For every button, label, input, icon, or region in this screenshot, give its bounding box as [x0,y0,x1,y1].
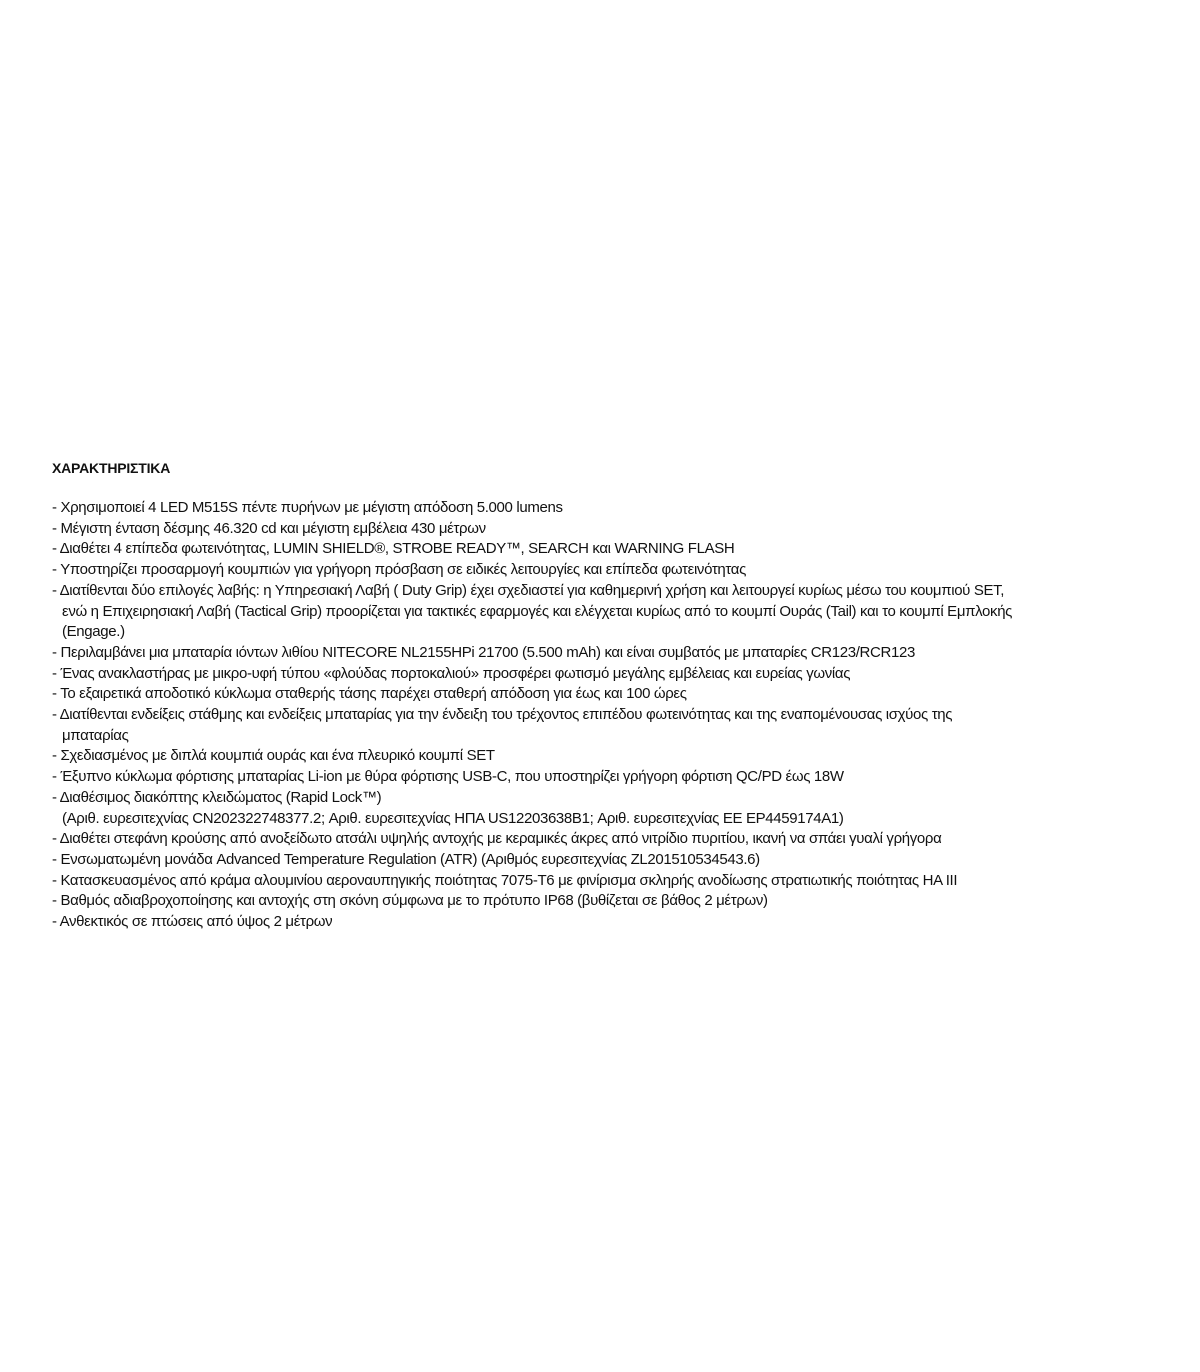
feature-line: - Υποστηρίζει προσαρμογή κουμπιών για γρήγορη πρόσβαση σε ειδικές λειτουργίες και επίπεδα φωτεινότητας [52,561,746,579]
feature-line: (Αριθ. ευρεσιτεχνίας CN202322748377.2; Αριθ. ευρεσιτεχνίας ΗΠΑ US12203638B1; Αριθ. ευρεσιτεχνίας ΕΕ EP4459174A1) [62,809,844,827]
feature-line: - Το εξαιρετικά αποδοτικό κύκλωμα σταθερής τάσης παρέχει σταθερή απόδοση για έως και 100 ώρες [52,685,687,703]
feature-line: (Engage.) [62,623,125,641]
feature-line: - Διαθέτει 4 επίπεδα φωτεινότητας, LUMIN SHIELD®, STROBE READY™, SEARCH και WARNING FLASH [52,540,735,558]
feature-line: - Διατίθενται δύο επιλογές λαβής: η Υπηρεσιακή Λαβή ( Duty Grip) έχει σχεδιαστεί για καθημερινή χρήση και λειτουργεί κυρίως μέσω του κουμπιού SET, [52,581,1005,599]
feature-line: - Σχεδιασμένος με διπλά κουμπιά ουράς και ένα πλευρικό κουμπί SET [52,747,495,765]
feature-list [52,498,1152,933]
feature-line: μπαταρίας [62,726,129,744]
feature-line: - Διαθέτει στεφάνη κρούσης από ανοξείδωτο ατσάλι υψηλής αντοχής με κεραμικές άκρες από νιτρίδιο πυριτίου, ικανή να σπάει γυαλί γρήγορα [52,830,942,848]
feature-line: - Χρησιμοποιεί 4 LED M515S πέντε πυρήνων με μέγιστη απόδοση 5.000 lumens [52,499,563,516]
feature-line: - Έξυπνο κύκλωμα φόρτισης μπαταρίας Li-ion με θύρα φόρτισης USB-C, που υποστηρίζει γρήγορη φόρτιση QC/PD έως 18W [52,768,844,786]
feature-line: - Ένας ανακλαστήρας με μικρο-υφή τύπου «φλούδας πορτοκαλιού» προσφέρει φωτισμό μεγάλης εμβέλειας και ευρείας γωνίας [52,664,851,682]
feature-line: - Ενσωματωμένη μονάδα Advanced Temperature Regulation (ATR) (Αριθμός ευρεσιτεχνίας ZL201510534543.6) [52,850,760,868]
section-heading: ΧΑΡΑΚΤΗΡΙΣΤΙΚΑ [52,460,171,476]
feature-line: - Κατασκευασμένος από κράμα αλουμινίου αεροναυπηγικής ποιότητας 7075-T6 με φινίρισμα σκληρής ανοδίωσης στρατιωτικής ποιότητας HA III [52,871,958,889]
feature-line: - Περιλαμβάνει μια μπαταρία ιόντων λιθίου NITECORE NL2155HPi 21700 (5.500 mAh) και είναι συμβατός με μπαταρίες CR123/RCR123 [52,643,915,661]
feature-line: ενώ η Επιχειρησιακή Λαβή (Tactical Grip) προορίζεται για τακτικές εφαρμογές και ελέγχεται κυρίως από το κουμπί Ουράς (Tail) και το κουμπί Εμπλοκής [62,602,1013,620]
feature-line: - Ανθεκτικός σε πτώσεις από ύψος 2 μέτρων [52,913,333,931]
feature-line: - Βαθμός αδιαβροχοποίησης και αντοχής στη σκόνη σύμφωνα με το πρότυπο IP68 (βυθίζεται σε βάθος 2 μέτρων) [52,892,768,910]
feature-line: - Διαθέσιμος διακόπτης κλειδώματος (Rapid Lock™) [52,788,382,806]
feature-line: - Μέγιστη ένταση δέσμης 46.320 cd και μέγιστη εμβέλεια 430 μέτρων [52,519,486,537]
document-body [52,458,1152,933]
feature-line: - Διατίθενται ενδείξεις στάθμης και ενδείξεις μπαταρίας για την ένδειξη του τρέχοντος επιπέδου φωτεινότητας και της εναπομένουσας ισχύος της [52,706,953,724]
